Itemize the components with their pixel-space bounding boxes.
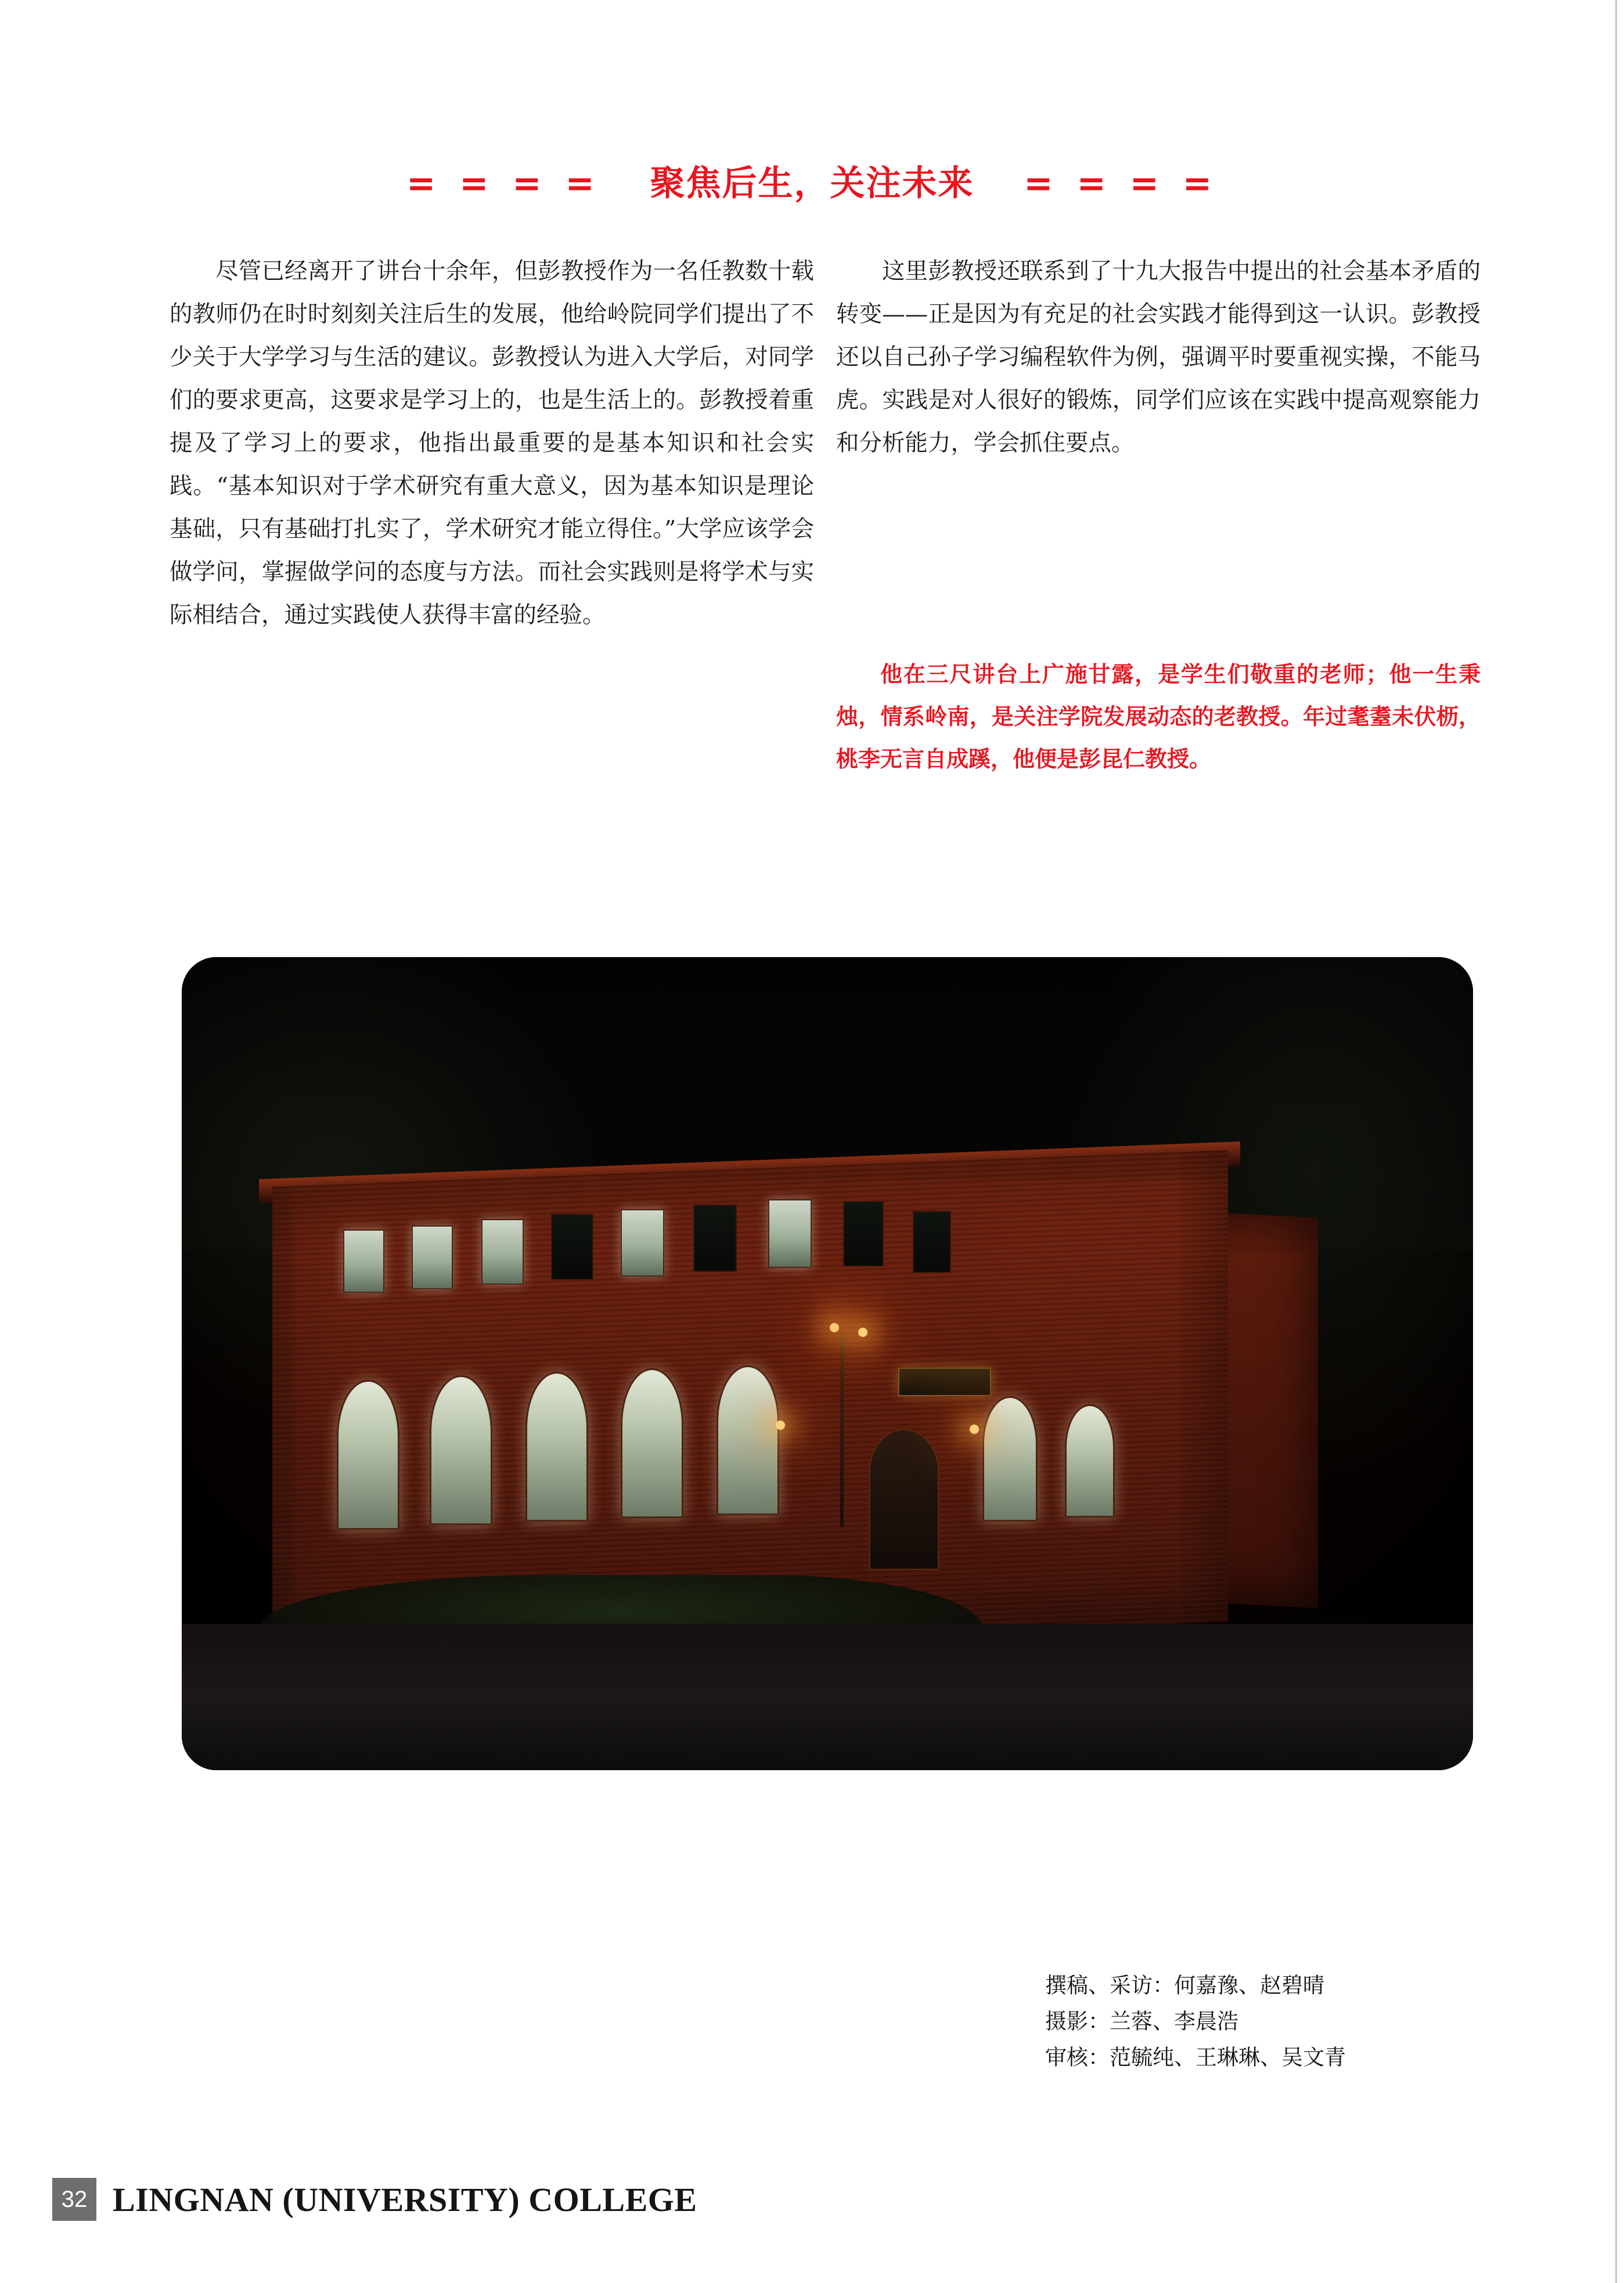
photo-arched-window bbox=[982, 1396, 1038, 1522]
credit-line: 撰稿、采访：何嘉豫、赵碧晴 bbox=[1045, 1973, 1324, 1998]
photo-lamp-post bbox=[840, 1331, 844, 1526]
body-column-right bbox=[836, 250, 1481, 465]
photo-window-upper bbox=[913, 1211, 951, 1274]
pull-quote-text: 他在三尺讲台上广施甘露，是学生们敬重的老师；他一生秉烛，情系岭南，是关注学院发展动态的老教授。年过耄耋未伏枥，桃李无言自成蹊，他便是彭昆仁教授。 bbox=[836, 661, 1481, 772]
article-photo bbox=[182, 957, 1473, 1770]
photo-building-sign bbox=[898, 1368, 991, 1396]
photo-window-upper bbox=[551, 1214, 593, 1279]
photo-entrance-door bbox=[869, 1429, 939, 1570]
photo-arched-window bbox=[430, 1375, 492, 1525]
credit-line: 摄影：兰蓉、李晨浩 bbox=[1045, 2009, 1238, 2034]
credit-line: 审核：范毓纯、王琳琳、吴文青 bbox=[1045, 2045, 1346, 2070]
page-edge-rule bbox=[1615, 0, 1617, 2283]
credits-block bbox=[1045, 1968, 1486, 2076]
photo-window-upper bbox=[693, 1205, 737, 1272]
page-number: 32 bbox=[52, 2178, 96, 2221]
photo-window-upper bbox=[843, 1201, 884, 1267]
photo-window-upper bbox=[768, 1199, 812, 1267]
photo-road bbox=[182, 1624, 1473, 1770]
body-column-left bbox=[170, 250, 814, 637]
photo-arched-window bbox=[1065, 1404, 1115, 1518]
headline-decoration-left: = = = = bbox=[406, 163, 600, 204]
photo-lamp-light bbox=[970, 1425, 979, 1434]
photo-window-upper bbox=[621, 1209, 664, 1277]
page-title bbox=[0, 156, 1624, 206]
paragraph-right: 这里彭教授还联系到了十九大报告中提出的社会基本矛盾的转变——正是因为有充足的社会实践才能得到这一认识。彭教授还以自己孙子学习编程软件为例，强调平时要重视实操，不能马虎。实践是对人很好的锻炼，同学们应该在实践中提高观察能力和分析能力，学会抓住要点。 bbox=[836, 258, 1481, 456]
photo-window-upper bbox=[412, 1225, 453, 1289]
photo-lamp-light bbox=[776, 1421, 785, 1430]
photo-window-upper bbox=[343, 1229, 384, 1293]
photo-arched-window bbox=[716, 1365, 779, 1515]
footer-organization-name: LINGNAN (UNIVERSITY) COLLEGE bbox=[113, 2180, 697, 2219]
photo-window-upper bbox=[481, 1219, 524, 1285]
headline-text: 聚焦后生，关注未来 bbox=[650, 163, 974, 204]
pull-quote bbox=[836, 653, 1481, 781]
page-footer bbox=[52, 2178, 697, 2221]
paragraph-left: 尽管已经离开了讲台十余年，但彭教授作为一名任教数十载的教师仍在时时刻刻关注后生的发展，他给岭院同学们提出了不少关于大学学习与生活的建议。彭教授认为进入大学后，对同学们的要求更高，这要求是学习上的，也是生活上的。彭教授着重提及了学习上的要求，他指出最重要的是基本知识和社会实践。“基本知识对于学术研究有重大意义，因为基本知识是理论基础，只有基础打扎实了，学术研究才能立得住。”大学应该学会做学问，掌握做学问的态度与方法。而社会实践则是将学术与实际相结合，通过实践使人获得丰富的经验。 bbox=[170, 258, 814, 628]
photo-arched-window bbox=[337, 1380, 399, 1530]
photo-arched-window bbox=[525, 1372, 588, 1522]
photo-scene bbox=[182, 957, 1473, 1770]
photo-arched-window bbox=[621, 1368, 683, 1518]
headline-decoration-right: = = = = bbox=[1024, 163, 1218, 204]
